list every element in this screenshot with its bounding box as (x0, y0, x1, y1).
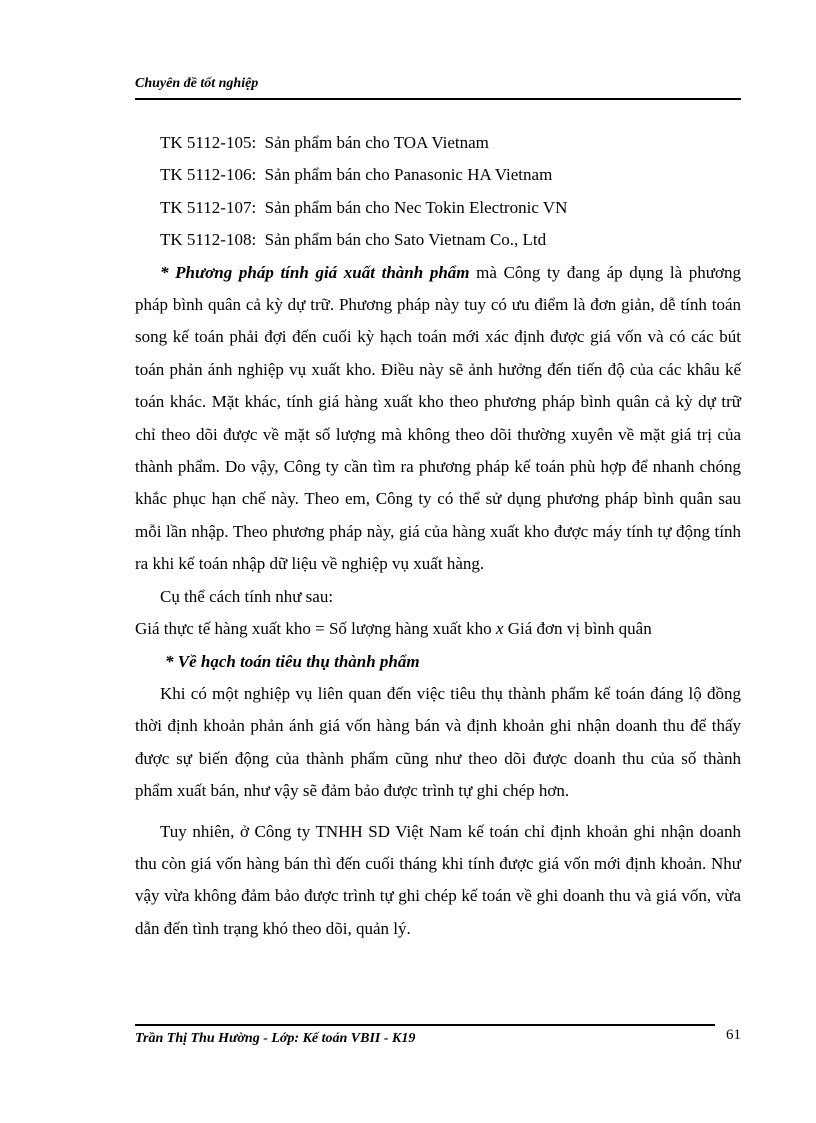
account-code: TK 5112-106: (160, 165, 257, 185)
document-body (135, 127, 741, 945)
account-desc: Sản phẩm bán cho Nec Tokin Electronic VN (264, 197, 568, 217)
sales-accounting-paragraph-2: Tuy nhiên, ở Công ty TNHH SD Việt Nam kế toán chỉ định khoản ghi nhận doanh thu còn giá vốn hàng bán thì đến cuối tháng khi tính được giá vốn mới định khoản. Như vậy vừa không đảm bảo được trình tự ghi chép kế toán về ghi doanh thu và giá vốn, vừa dẫn đến tình trạng khó theo dõi, quản lý. (135, 821, 741, 938)
sales-accounting-paragraph-1: Khi có một nghiệp vụ liên quan đến việc tiêu thụ thành phẩm kế toán đáng lộ đồng thời định khoản phản ánh giá vốn hàng bán và định khoản ghi nhận doanh thu để thấy được sự biến động của thành phẩm cũng như theo dõi được doanh thu của số thành phẩm xuất bán, như vậy sẽ đảm bảo được trình tự ghi chép hơn. (135, 683, 741, 801)
account-desc: Sản phẩm bán cho Panasonic HA Vietnam (264, 165, 553, 185)
pricing-method-lead: * Phương pháp tính giá xuất thành phẩm (160, 262, 470, 282)
account-line (135, 127, 741, 159)
formula-line (135, 613, 741, 645)
account-line (135, 224, 741, 256)
sales-accounting-heading: * Về hạch toán tiêu thụ thành phẩm (165, 651, 420, 671)
account-line (135, 192, 741, 224)
account-desc: Sản phẩm bán cho Sato Vietnam Co., Ltd (264, 230, 547, 250)
page-header (135, 76, 741, 100)
formula-right: Giá đơn vị bình quân (507, 619, 652, 639)
pricing-method-paragraph (135, 257, 741, 581)
page-footer (135, 1024, 741, 1054)
page-number: 61 (726, 1027, 741, 1043)
header-title: Chuyên đề tốt nghiệp (135, 76, 259, 91)
footer-rule (135, 1024, 715, 1026)
account-desc: Sản phẩm bán cho TOA Vietnam (264, 133, 489, 152)
account-line (135, 159, 741, 191)
account-code: TK 5112-105: (160, 133, 257, 152)
pricing-method-text: mà Công ty đang áp dụng là phương pháp bình quân cả kỳ dự trữ. Phương pháp này tuy có ưu điểm là đơn giản, dễ tính toán song kế toán phải đợi đến cuối kỳ hạch toán mới xác định được giá vốn và có các bút toán phản ánh nghiệp vụ xuất kho. Điều này sẽ ảnh hưởng đến tiến độ của các khâu kế toán khác. Mặt khác, tính giá hàng xuất kho theo phương pháp bình quân cả kỳ dự trữ chỉ theo dõi được về mặt số lượng mà không theo dõi thường xuyên về mặt giá trị của thành phẩm. Do vậy, Công ty cần tìm ra phương pháp kế toán phù hợp để nhanh chóng khắc phục hạn chế này. Theo em, Công ty có thể sử dụng phương pháp bình quân sau mỗi lần nhập. Theo phương pháp này, giá của hàng xuất kho được máy tính tự động tính ra khi kế toán nhập dữ liệu về nghiệp vụ xuất hàng. (135, 262, 741, 574)
formula-left: Giá thực tế hàng xuất kho = Số lượng hàng xuất kho (135, 619, 492, 639)
formula-operator: x (495, 619, 504, 639)
account-code: TK 5112-108: (160, 230, 257, 250)
formula-intro: Cụ thể cách tính như sau: (160, 586, 334, 606)
account-code: TK 5112-107: (160, 197, 257, 217)
footer-author: Trần Thị Thu Hường - Lớp: Kế toán VBII - K19 (135, 1031, 416, 1046)
